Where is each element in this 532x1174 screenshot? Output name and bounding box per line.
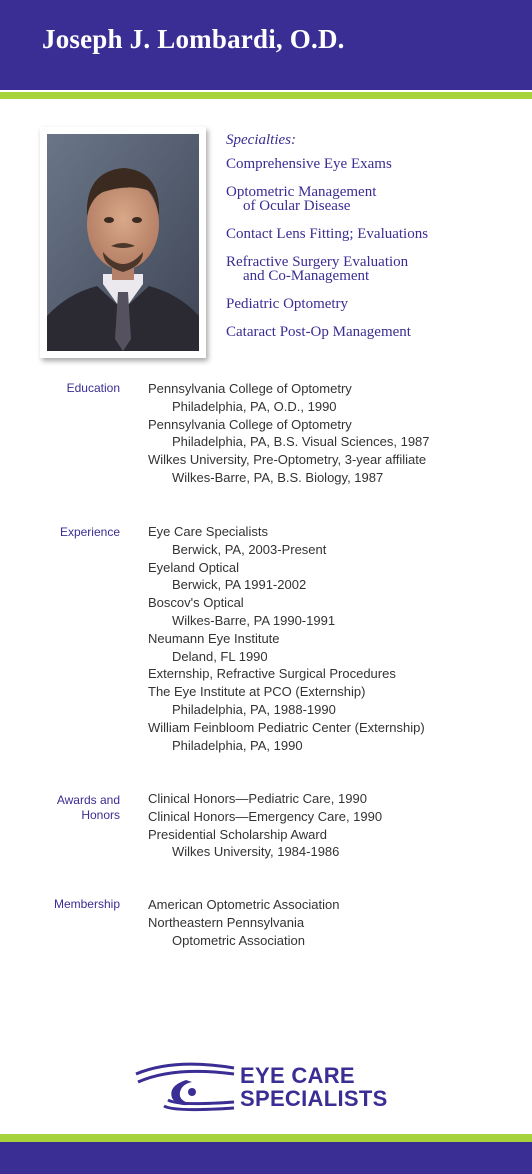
awards-label	[20, 793, 120, 823]
education-line: Wilkes-Barre, PA, B.S. Biology, 1987	[172, 469, 384, 485]
specialty-text: Pediatric Optometry	[226, 296, 349, 312]
experience-label: Experience	[59, 525, 120, 539]
specialty-item	[226, 185, 526, 213]
education-line: Wilkes University, Pre-Optometry, 3-year affiliate	[148, 452, 427, 468]
experience-line: Philadelphia, PA, 1988-1990	[172, 701, 336, 717]
awards-line: Wilkes University, 1984-1986	[172, 844, 340, 860]
awards-line: Presidential Scholarship Award	[148, 826, 327, 842]
experience-line: Eyeland Optical	[148, 559, 240, 575]
specialty-text: Comprehensive Eye Exams	[226, 156, 392, 172]
experience-line: Wilkes-Barre, PA 1990-1991	[172, 612, 336, 628]
logo-text-line1: EYE CARE	[240, 1063, 355, 1088]
eye-icon	[134, 1062, 238, 1114]
specialty-item	[226, 227, 526, 241]
specialty-item	[226, 325, 526, 339]
education-line: Pennsylvania College of Optometry	[148, 381, 352, 396]
specialties-title: Specialties:	[226, 132, 296, 148]
doctor-photo	[40, 127, 206, 358]
experience-line: Neumann Eye Institute	[148, 630, 280, 646]
education-content	[148, 380, 430, 487]
education-line: Philadelphia, PA, B.S. Visual Sciences, 1987	[172, 434, 430, 450]
specialties-list	[226, 132, 526, 353]
education-line: Pennsylvania College of Optometry	[148, 416, 352, 432]
experience-line: Berwick, PA 1991-2002	[172, 577, 307, 593]
membership-line: Optometric Association	[172, 932, 305, 948]
top-accent-line	[0, 92, 532, 99]
eye-care-specialists-logo	[134, 1062, 404, 1114]
awards-label-line: Awards and	[56, 793, 120, 807]
experience-line: William Feinbloom Pediatric Center (Externship)	[148, 719, 425, 735]
specialty-text: Refractive Surgery Evaluation	[226, 254, 409, 270]
awards-content	[148, 790, 382, 861]
experience-content	[148, 523, 425, 754]
membership-content	[148, 896, 339, 949]
experience-line: Deland, FL 1990	[172, 648, 268, 664]
specialty-text-cont: and Co-Management	[243, 268, 370, 284]
education-line: Philadelphia, PA, O.D., 1990	[172, 398, 337, 414]
specialty-text: Optometric Management	[226, 184, 377, 200]
experience-line: Externship, Refractive Surgical Procedures	[148, 666, 396, 682]
awards-line: Clinical Honors—Emergency Care, 1990	[148, 808, 383, 824]
experience-line: Boscov's Optical	[148, 595, 244, 611]
specialty-item	[226, 157, 526, 171]
specialty-text: Cataract Post-Op Management	[226, 324, 411, 340]
membership-line: American Optometric Association	[148, 897, 340, 912]
portrait-image	[47, 134, 199, 351]
experience-line: Philadelphia, PA, 1990	[172, 737, 303, 753]
experience-line: The Eye Institute at PCO (Externship)	[148, 684, 366, 700]
awards-line: Clinical Honors—Pediatric Care, 1990	[148, 791, 367, 806]
specialty-item	[226, 255, 526, 283]
education-label: Education	[66, 381, 120, 395]
footer-bar	[0, 1142, 532, 1174]
awards-label-line: Honors	[81, 808, 120, 822]
specialty-item	[226, 297, 526, 311]
bottom-accent-line	[0, 1134, 532, 1142]
experience-line: Berwick, PA, 2003-Present	[172, 541, 327, 557]
membership-line: Northeastern Pennsylvania	[148, 914, 305, 930]
experience-line: Eye Care Specialists	[148, 524, 268, 539]
specialty-text: Contact Lens Fitting; Evaluations	[226, 226, 429, 242]
logo-text-line2: SPECIALISTS	[240, 1086, 388, 1111]
header-bar	[0, 0, 532, 90]
membership-label: Membership	[53, 897, 120, 911]
doctor-name: Joseph J. Lombardi, O.D.	[42, 24, 345, 54]
specialty-text-cont: of Ocular Disease	[243, 198, 351, 214]
